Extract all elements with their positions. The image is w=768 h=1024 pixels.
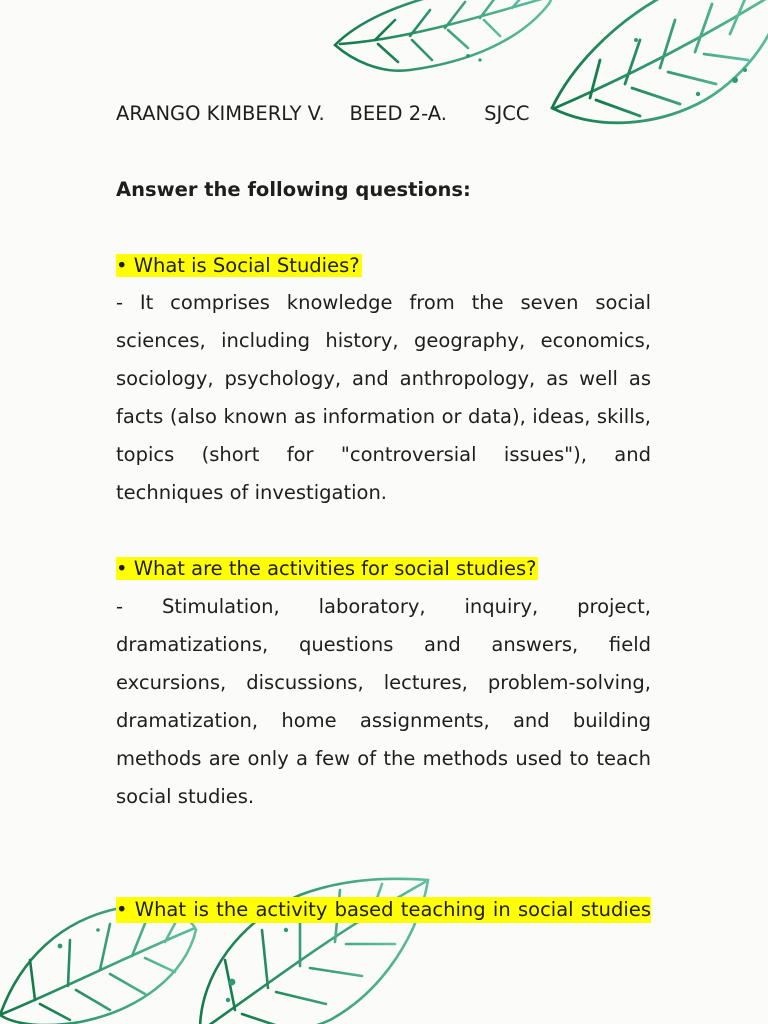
answer-2: - Stimulation, laboratory, inquiry, project, dramatizations, questions and answers, field excursions, discussions, lectures, problem-solving, dramatization, home assignments, and building methods are only a few of the methods used to teach social studies. (116, 595, 651, 808)
leaf-bottom-left-icon (0, 907, 196, 1024)
student-header (116, 102, 530, 125)
question-2 (116, 556, 538, 582)
question-3: • What is the activity based teaching in social studies (116, 898, 651, 921)
leaf-top-right-icon (552, 0, 768, 123)
question-2-text: • What are the activities for social studies? (116, 557, 537, 580)
question-1 (116, 253, 362, 279)
instruction-heading: Answer the following questions: (116, 178, 471, 201)
student-name: ARANGO KIMBERLY V. (116, 102, 325, 125)
student-section: BEED 2-A. (349, 102, 447, 125)
question-1-text: • What is Social Studies? (116, 254, 360, 277)
answer-1: - It comprises knowledge from the seven social sciences, including history, geography, economics, sociology, psychology, and anthropology, as well as facts (also known as information or data), ideas, skills, topics (short for "controversial issues"), and techniques of investigation. (116, 291, 651, 504)
leaf-top-center-icon (335, 0, 551, 71)
school-name: SJCC (484, 102, 530, 125)
